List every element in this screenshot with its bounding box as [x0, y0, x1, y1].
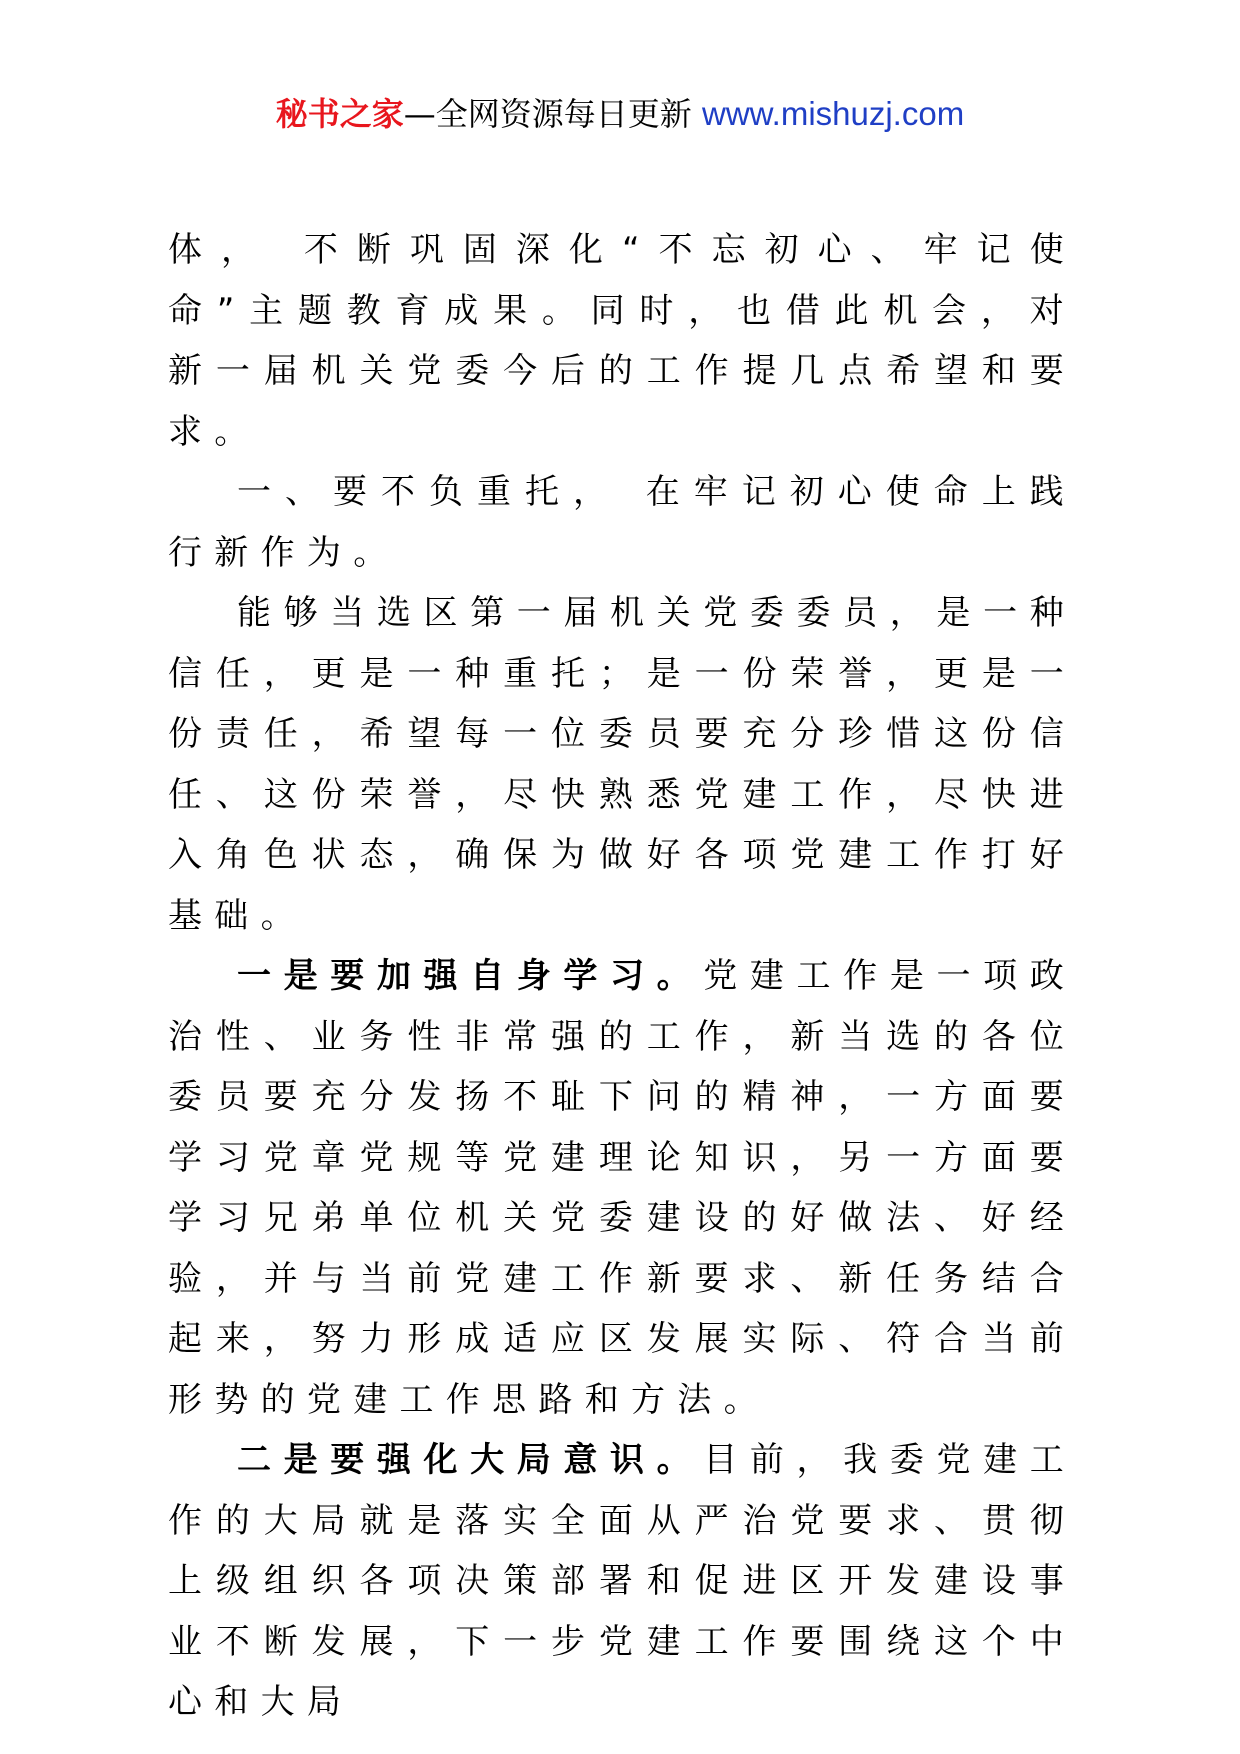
- document-body: [168, 220, 1076, 1733]
- watermark-header: [0, 94, 1240, 134]
- section-heading: 一、要不负重托， 在牢记初心使命上践行新作为。: [168, 472, 1076, 573]
- header-slogan: 全网资源每日更新: [435, 95, 692, 133]
- paragraph-point-one: [168, 946, 1076, 1430]
- point-two-text: 目前，我委党建工作的大局就是落实全面从严治党要求、贯彻上级组织各项决策部署和促进区开发建设事业不断发展，下一步党建工作要围绕这个中心和大局: [168, 1440, 1076, 1722]
- point-two-lead: 二是要强化大局意识。: [237, 1440, 704, 1480]
- point-one-lead: 一是要加强自身学习。: [237, 956, 704, 996]
- header-separator: —: [403, 95, 436, 133]
- paragraph-point-two: [168, 1430, 1076, 1733]
- site-url-link[interactable]: www.mishuzj.com: [701, 95, 965, 132]
- paragraph-continuation: 体， 不断巩固深化“不忘初心、牢记使命”主题教育成果。同时，也借此机会，对新一届机关党委今后的工作提几点希望和要求。: [168, 230, 1076, 452]
- paragraph-intro: 能够当选区第一届机关党委委员，是一种信任，更是一种重托；是一份荣誉，更是一份责任，希望每一位委员要充分珍惜这份信任、这份荣誉，尽快熟悉党建工作，尽快进入角色状态，确保为做好各项党建工作打好基础。: [168, 593, 1076, 936]
- brand-name: 秘书之家: [275, 95, 404, 133]
- point-one-text: 党建工作是一项政治性、业务性非常强的工作，新当选的各位委员要充分发扬不耻下问的精神，一方面要学习党章党规等党建理论知识，另一方面要学习兄弟单位机关党委建设的好做法、好经验，并与当前党建工作新要求、新任务结合起来，努力形成适应区发展实际、符合当前形势的党建工作思路和方法。: [168, 956, 1076, 1420]
